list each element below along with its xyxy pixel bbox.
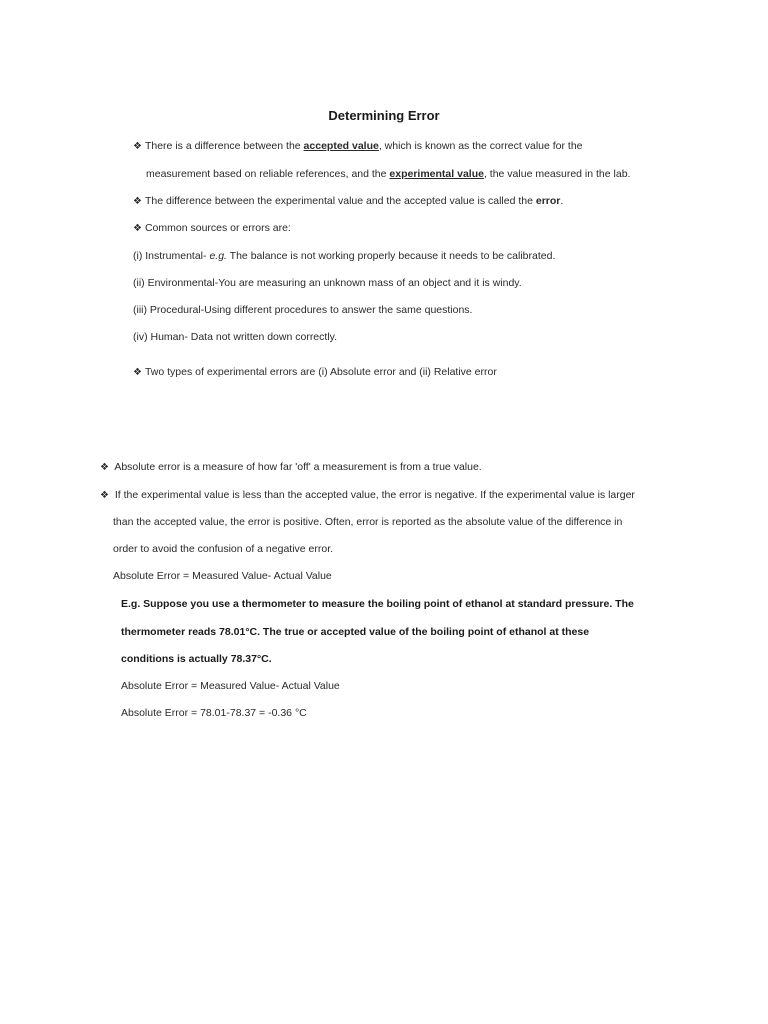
text-span: .	[560, 195, 564, 207]
term-error: error	[535, 195, 561, 207]
text-span: e.g.	[209, 250, 227, 262]
source-human: (iv) Human- Data not written down correctly.	[133, 331, 338, 343]
paragraph-sign-of-error-cont1: than the accepted value, the error is positive. Often, error is reported as the absolute value of the difference in	[113, 516, 623, 528]
source-instrumental	[133, 249, 555, 263]
source-environmental: (ii) Environmental-You are measuring an unknown mass of an object and it is windy.	[133, 277, 522, 289]
text-span: , the value measured in the lab.	[483, 168, 631, 180]
source-procedural: (iii) Procedural-Using different procedures to answer the same questions.	[133, 304, 473, 316]
diamond-bullet-icon: ❖	[133, 367, 142, 378]
paragraph-error-definition	[133, 194, 563, 209]
diamond-bullet-icon: ❖	[100, 490, 109, 501]
paragraph-sign-of-error-cont2: order to avoid the confusion of a negative error.	[113, 543, 334, 555]
diamond-bullet-icon: ❖	[133, 141, 142, 152]
text-span: The balance is not working properly because it needs to be calibrated.	[226, 250, 556, 262]
diamond-bullet-icon: ❖	[100, 462, 109, 473]
example-formula: Absolute Error = Measured Value- Actual Value	[121, 680, 340, 692]
paragraph-common-sources	[133, 221, 291, 236]
example-line-3: conditions is actually 78.37°C.	[121, 653, 272, 665]
paragraph-accepted-value	[133, 139, 583, 154]
example-line-1: E.g. Suppose you use a thermometer to measure the boiling point of ethanol at standard pressure. The	[121, 598, 634, 610]
formula-absolute-error: Absolute Error = Measured Value- Actual Value	[113, 570, 332, 582]
term-experimental-value: experimental value	[389, 168, 484, 180]
text-span: measurement based on reliable references, and the	[146, 168, 390, 180]
text-span: (i) Instrumental-	[133, 250, 210, 262]
text-span: , which is known as the correct value for the	[378, 140, 583, 152]
text-span: If the experimental value is less than the accepted value, the error is negative. If the experimental value is larger	[114, 489, 635, 501]
text-span: The difference between the experimental value and the accepted value is called the	[144, 195, 536, 207]
diamond-bullet-icon: ❖	[133, 196, 142, 207]
example-line-2: thermometer reads 78.01°C. The true or accepted value of the boiling point of ethanol at these	[121, 626, 590, 638]
term-accepted-value: accepted value	[303, 140, 379, 152]
text-span: Common sources or errors are:	[144, 222, 291, 234]
page-title: Determining Error	[328, 108, 440, 123]
example-calculation: Absolute Error = 78.01-78.37 = -0.36 °C	[121, 707, 307, 719]
paragraph-sign-of-error	[100, 488, 635, 503]
text-span: There is a difference between the	[144, 140, 304, 152]
paragraph-accepted-value-cont	[146, 167, 630, 181]
text-span: Absolute error is a measure of how far 'off' a measurement is from a true value.	[114, 461, 482, 473]
paragraph-two-types	[133, 365, 497, 380]
diamond-bullet-icon: ❖	[133, 223, 142, 234]
text-span: Two types of experimental errors are (i) Absolute error and (ii) Relative error	[144, 366, 497, 378]
paragraph-absolute-error	[100, 460, 482, 475]
